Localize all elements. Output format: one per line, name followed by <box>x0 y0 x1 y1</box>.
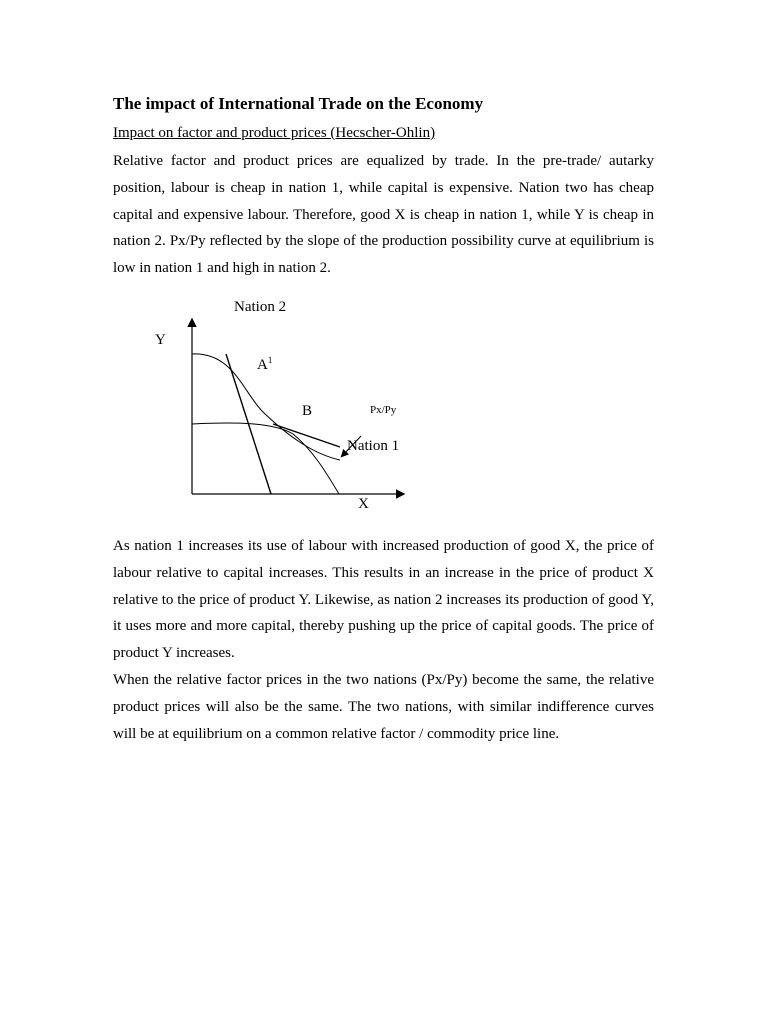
point-a-label <box>257 356 272 374</box>
price-ratio-label: Px/Py <box>370 403 397 416</box>
nation1-label: Nation 1 <box>347 437 400 454</box>
paragraph-intro: Relative factor and product prices are equalized by trade. In the pre-trade/ autarky position, labour is cheap in nation 1, while capital is expensive. Nation two has cheap capital and expensive labour. Therefore, good X is cheap in nation 1, while Y is cheap in nation 2. Px/Py reflected by the slope of the production possibility curve at equilibrium is low in nation 1 and high in nation 2. <box>113 153 654 277</box>
nation2-price-line <box>226 354 271 494</box>
paragraph-nation-effects: As nation 1 increases its use of labour with increased production of good X, the price of labour relative to capital increases. This results in an increase in the price of product X relative to the price of product Y. Likewise, as nation 2 increases its production of good Y, it uses more and more capital, thereby pushing up the price of capital goods. The price of product Y increases. <box>113 537 654 662</box>
point-a-text: A <box>257 356 268 373</box>
document-title: The impact of International Trade on the Economy <box>113 94 484 113</box>
document-page <box>113 92 654 747</box>
ppc-diagram <box>113 288 654 533</box>
common-price-line <box>273 424 340 447</box>
paragraph-equilibrium: When the relative factor prices in the two nations (Px/Py) become the same, the relative product prices will also be the same. The two nations, with similar indifference curves will be at equilibrium on a common relative factor / commodity price line. <box>113 671 654 742</box>
nation2-label: Nation 2 <box>234 298 287 315</box>
x-axis-label: X <box>358 495 369 512</box>
nation1-ppc-curve <box>192 423 339 494</box>
section-subtitle: Impact on factor and product prices (Hecscher-Ohlin) <box>113 125 436 141</box>
point-b-label: B <box>302 402 313 419</box>
point-a-superscript: 1 <box>267 354 273 365</box>
y-axis-label: Y <box>155 331 166 348</box>
